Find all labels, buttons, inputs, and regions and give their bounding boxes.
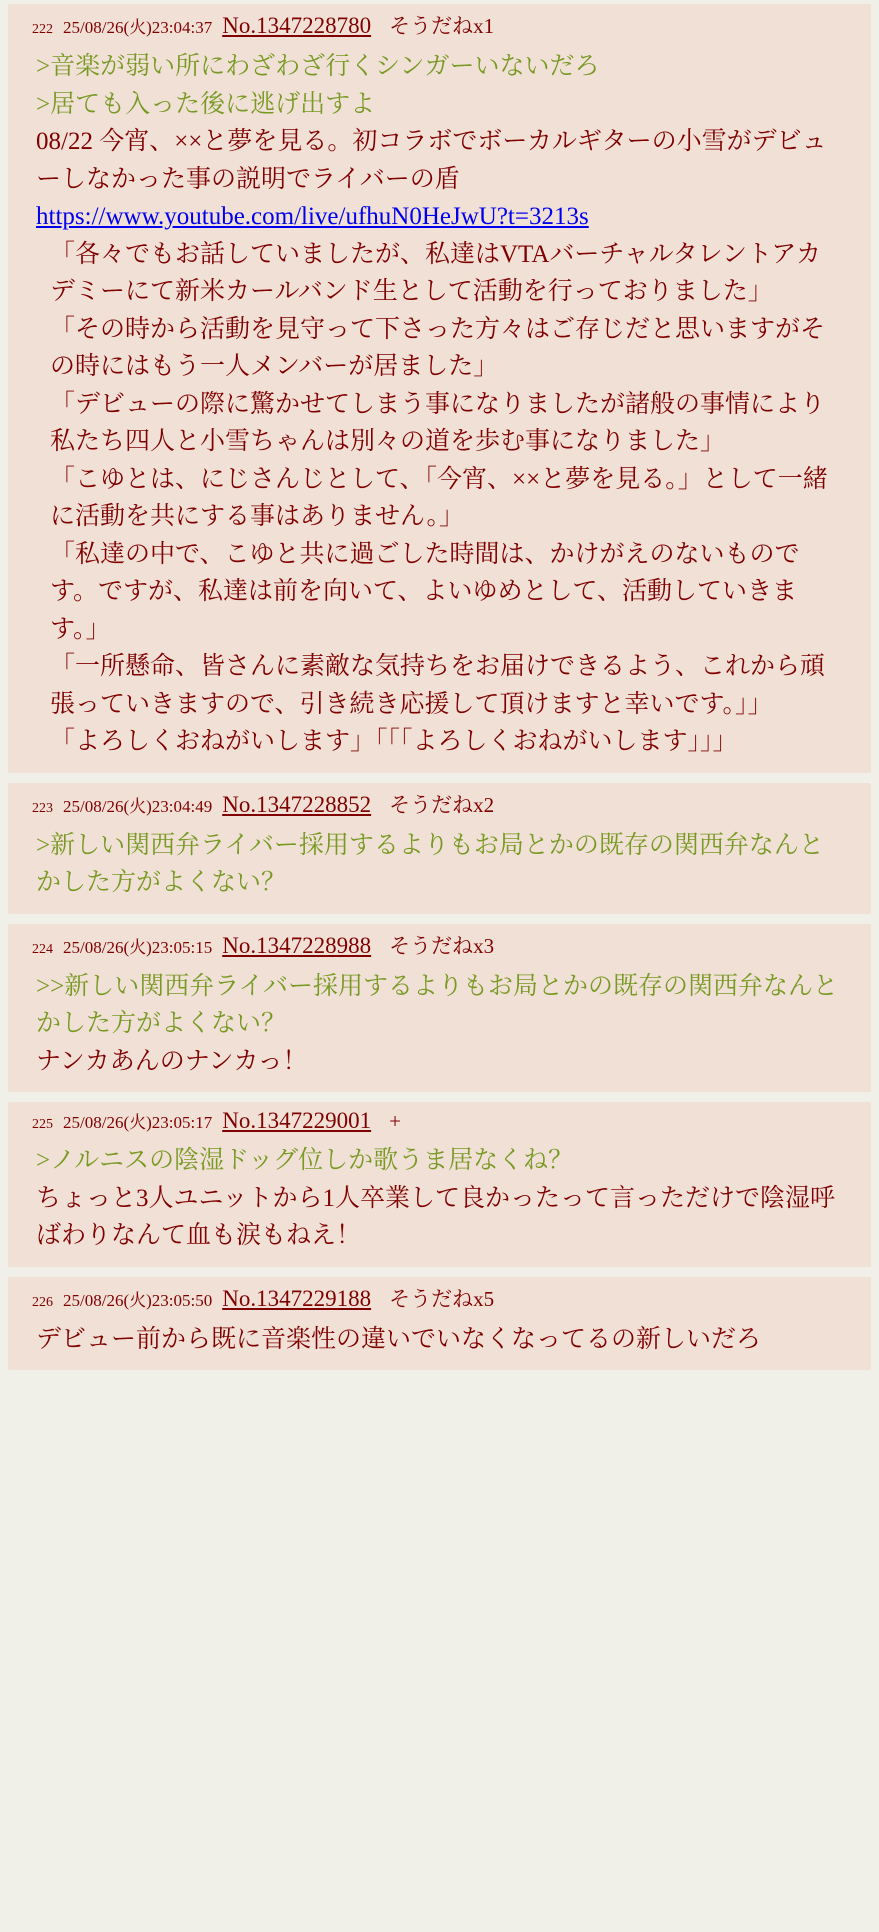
post-line-text: 「一所懸命、皆さんに素敵な気持ちをお届けできるよう、これから頑張っていきますので、引き続き応援して頂けますと幸いです。」」 [50,653,826,718]
post-id-link[interactable]: No.1347229001 [222,1108,372,1133]
post [8,924,871,1093]
post-line-text: 「よろしくおねがいします」「「「よろしくおねがいします」」」 [50,728,738,755]
post-number: 222 [32,22,53,37]
post-line-text: ナンカあんのナンカっ！ [36,1047,308,1075]
post-header [8,1106,871,1136]
post-line-text: ちょっと3人ユニットから1人卒業して良かったって言っただけで陰湿呼ばわりなんて血も涙もねえ！ [36,1184,836,1249]
sodane-button[interactable]: そうだねx5 [389,1286,495,1311]
post-line-text: 「その時から活動を見守って下さった方々はご存じだと思いますがその時にはもう一人メンバーが居ました」 [50,315,826,380]
post-body [8,42,871,763]
post-header [8,787,871,821]
post-line-link [36,198,843,236]
post-body [8,821,871,904]
external-link[interactable]: https://www.youtube.com/live/ufhuN0HeJwU?t=3213s [36,203,589,230]
sodane-button[interactable]: そうだねx2 [389,792,495,817]
post-header [8,8,871,42]
post-line-text: デビュー前から既に音楽性の違いでいなくなってるの新しいだろ [36,1325,762,1353]
post-timestamp: 25/08/26(火)23:04:49 [63,796,213,816]
post-line-quote: >>新しい関西弁ライバー採用するよりもお局とかの既存の関西弁なんとかした方がよくない？ [36,972,838,1037]
post-body [8,962,871,1083]
sodane-button[interactable]: そうだねx1 [389,14,495,38]
post [8,1102,871,1267]
post-timestamp: 25/08/26(火)23:05:15 [63,937,213,957]
post-line-text: 「こゆとは、にじさんじとして、「今宵、××と夢を見る。」として一緒に活動を共にする事はありません。」 [50,465,828,530]
post-timestamp: 25/08/26(火)23:05:17 [63,1113,213,1132]
post-timestamp: 25/08/26(火)23:04:37 [63,18,213,37]
sodane-button[interactable]: そうだねx3 [389,933,495,958]
sodane-button[interactable]: + [389,1109,401,1133]
post-line-quote: >居ても入った後に逃げ出すよ [36,90,376,118]
post [8,783,871,914]
post-body [8,1136,871,1257]
post-line-quote: >音楽が弱い所にわざわざ行くシンガーいないだろ [36,53,600,80]
post-number: 226 [32,1294,53,1310]
post-line-quote: >新しい関西弁ライバー採用するよりもお局とかの既存の関西弁なんとかした方がよくない？ [36,831,824,896]
post [8,1277,871,1371]
post-id-link[interactable]: No.1347228852 [222,791,372,817]
post-line-quote: >ノルニスの陰湿ドッグ位しか歌うま居なくね？ [36,1147,574,1174]
thread-container [0,4,879,1370]
post-id-link[interactable]: No.1347228988 [222,932,372,958]
post-body [8,1315,871,1361]
post-line-text: 「デビューの際に驚かせてしまう事になりましたが諸般の事情により私たち四人と小雪ちゃんは別々の道を歩む事になりました」 [50,390,826,455]
post-number: 224 [32,941,53,957]
post-line-text: 「私達の中で、こゆと共に過ごした時間は、かけがえのないものです。ですが、私達は前を向いて、よいゆめとして、活動していきます。」 [50,540,800,643]
post-id-link[interactable]: No.1347229188 [222,1285,372,1311]
post-number: 223 [32,800,53,816]
post-header [8,928,871,962]
post-line-text: 08/22 今宵、××と夢を見る。初コラボでボーカルギターの小雪がデビューしなかった事の説明でライバーの盾 [36,128,827,193]
post-number: 225 [32,1117,53,1132]
post-timestamp: 25/08/26(火)23:05:50 [63,1290,213,1310]
post-id-link[interactable]: No.1347228780 [222,13,372,38]
post [8,4,871,773]
post-header [8,1281,871,1315]
post-line-text: 「各々でもお話していましたが、私達はVTAバーチャルタレントアカデミーにて新米カールバンド生として活動を行っておりました」 [50,240,822,305]
